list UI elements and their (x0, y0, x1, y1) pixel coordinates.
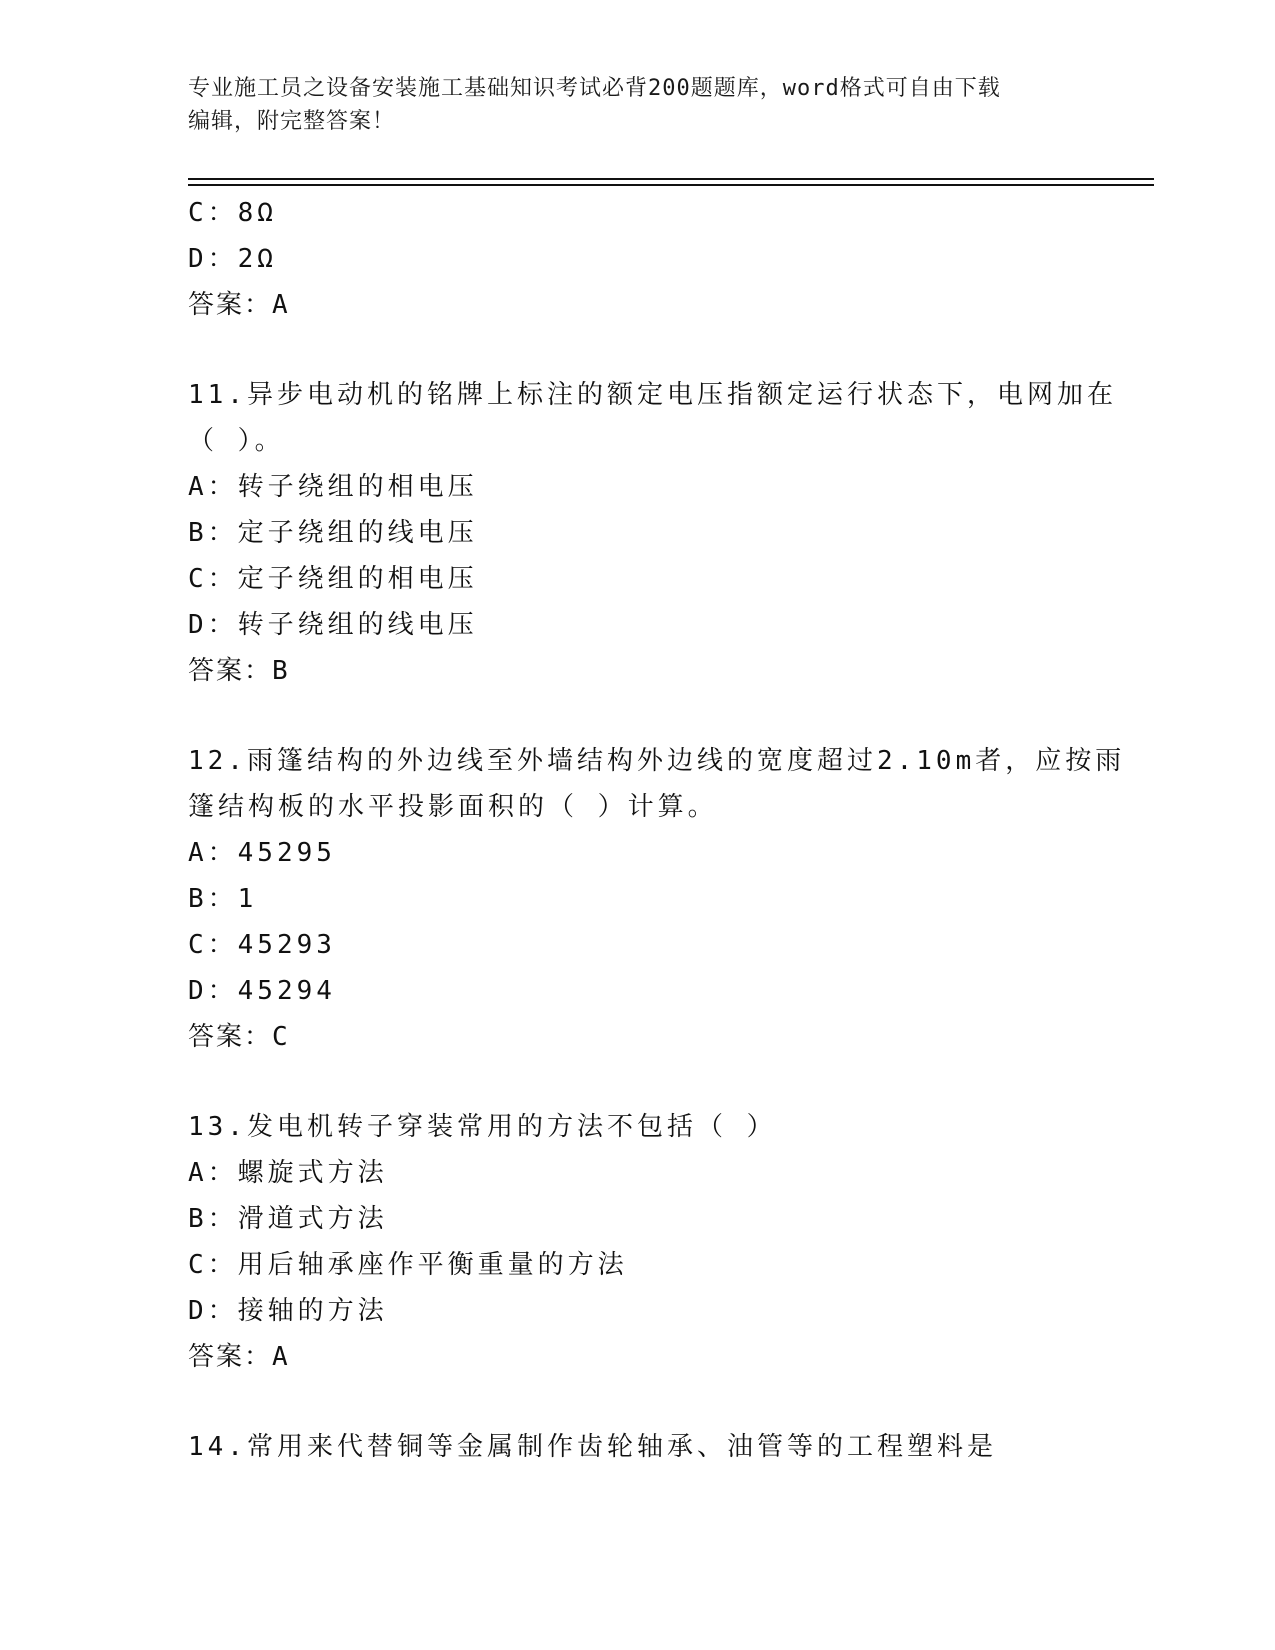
answer-label: 答案： (188, 1022, 273, 1052)
question-14 (188, 1424, 1088, 1470)
header-divider-top (188, 178, 1154, 180)
answer-line (188, 1014, 1088, 1060)
document-header (188, 72, 1088, 138)
option-c: C：45293 (188, 930, 336, 960)
option-c: C：用后轴承座作平衡重量的方法 (188, 1250, 628, 1280)
option-d: D：2Ω (188, 244, 277, 274)
option-d: D：转子绕组的线电压 (188, 610, 478, 640)
option-b: B：定子绕组的线电压 (188, 518, 478, 548)
question-stem-line1: 11.异步电动机的铭牌上标注的额定电压指额定运行状态下，电网加在 (188, 380, 1117, 410)
question-stem-line2: （ ）。 (188, 426, 285, 456)
question-stem-line1: 13.发电机转子穿装常用的方法不包括（ ） (188, 1112, 777, 1142)
answer-value: B (272, 656, 290, 686)
question-list (188, 190, 1126, 1470)
spacer (188, 1380, 1088, 1424)
question-stem-line2: 篷结构板的水平投影面积的（ ）计算。 (188, 792, 718, 822)
spacer (188, 694, 1088, 738)
question-13 (188, 1104, 1088, 1380)
answer-value: A (272, 1342, 290, 1372)
header-title-line2: 编辑，附完整答案！ (188, 109, 396, 134)
answer-label: 答案： (188, 290, 273, 320)
option-d: D：接轴的方法 (188, 1296, 388, 1326)
header-divider-bottom (188, 184, 1154, 186)
spacer (188, 328, 1088, 372)
question-11 (188, 372, 1117, 694)
option-a: A：转子绕组的相电压 (188, 472, 478, 502)
option-d: D：45294 (188, 976, 336, 1006)
header-title-line1: 专业施工员之设备安装施工基础知识考试必背200题题库，word格式可自由下载 (188, 76, 1001, 101)
answer-value: C (272, 1022, 290, 1052)
answer-label: 答案： (188, 1342, 273, 1372)
option-c: C：定子绕组的相电压 (188, 564, 478, 594)
option-a: A：45295 (188, 838, 336, 868)
question-stem-line1: 12.雨篷结构的外边线至外墙结构外边线的宽度超过2.10m者，应按雨 (188, 746, 1126, 776)
answer-line (188, 282, 1088, 328)
question-stem-line1: 14.常用来代替铜等金属制作齿轮轴承、油管等的工程塑料是 (188, 1432, 997, 1462)
answer-line (188, 648, 1088, 694)
option-b: B：1 (188, 884, 258, 914)
question-10-tail (188, 190, 1088, 328)
answer-line (188, 1334, 1088, 1380)
answer-label: 答案： (188, 656, 273, 686)
option-a: A：螺旋式方法 (188, 1158, 388, 1188)
question-12 (188, 738, 1126, 1060)
spacer (188, 1060, 1088, 1104)
option-b: B：滑道式方法 (188, 1204, 388, 1234)
option-c: C：8Ω (188, 198, 277, 228)
answer-value: A (272, 290, 290, 320)
